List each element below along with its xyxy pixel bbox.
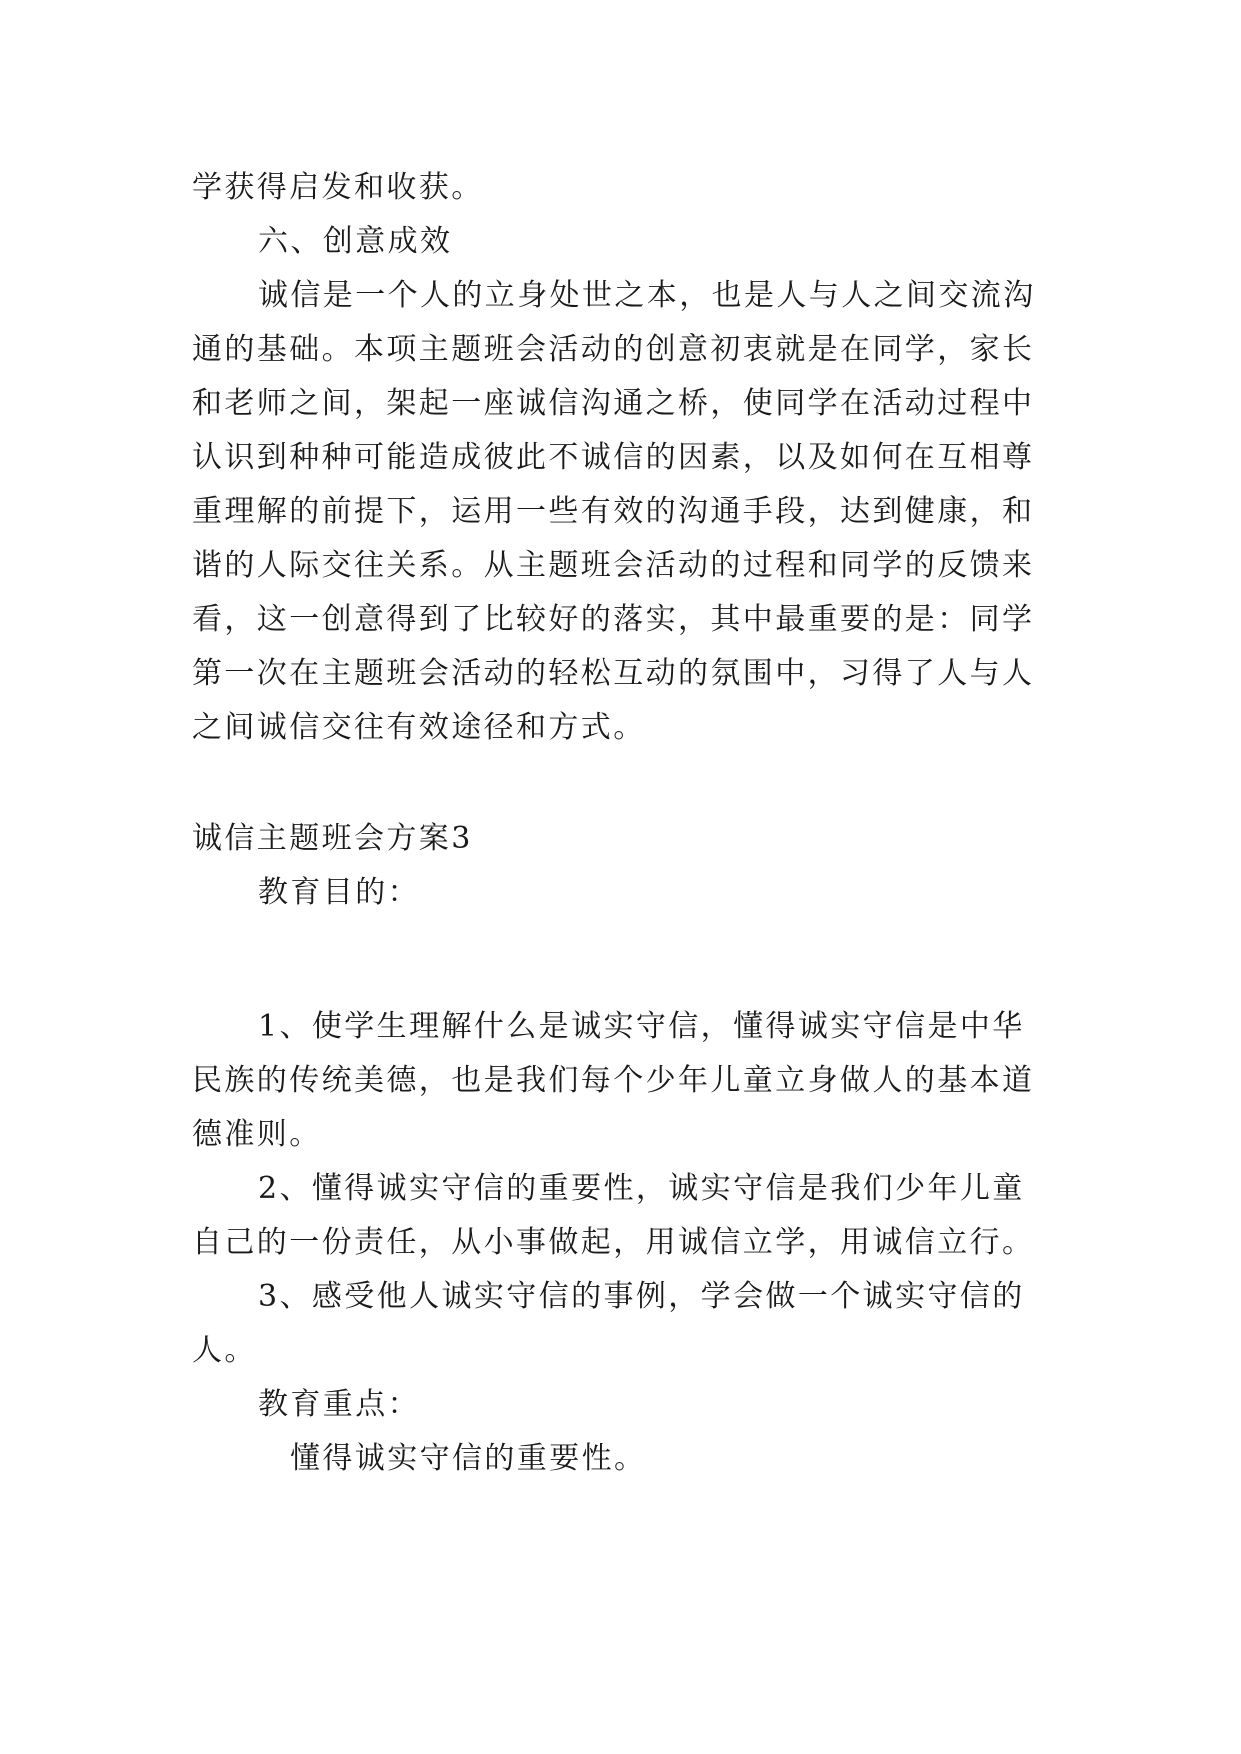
list-item: 2、懂得诚实守信的重要性，诚实守信是我们少年儿童 (258, 1171, 1025, 1206)
text-line: 第一次在主题班会活动的轻松互动的氛围中，习得了人与人 (192, 656, 1035, 691)
text-line: 重理解的前提下，运用一些有效的沟通手段，达到健康，和 (192, 494, 1035, 529)
text-line: 德准则。 (192, 1117, 322, 1152)
text-line: 看，这一创意得到了比较好的落实，其中最重要的是：同学 (192, 602, 1035, 637)
text-line: 通的基础。本项主题班会活动的创意初衷就是在同学，家长 (192, 332, 1035, 367)
text-line: 和老师之间，架起一座诚信沟通之桥，使同学在活动过程中 (192, 386, 1035, 421)
document-title: 诚信主题班会方案3 (192, 821, 473, 856)
text-line: 民族的传统美德，也是我们每个少年儿童立身做人的基本道 (192, 1063, 1035, 1098)
list-item: 3、感受他人诚实守信的事例，学会做一个诚实守信的 (258, 1279, 1025, 1314)
section-heading: 教育重点： (258, 1387, 420, 1422)
text-line: 谐的人际交往关系。从主题班会活动的过程和同学的反馈来 (192, 548, 1035, 583)
section-heading: 教育目的： (258, 875, 420, 910)
text-line: 认识到种种可能造成彼此不诚信的因素，以及如何在互相尊 (192, 440, 1035, 475)
text-line: 学获得启发和收获。 (192, 170, 484, 205)
text-line: 懂得诚实守信的重要性。 (290, 1441, 647, 1476)
section-heading: 六、创意成效 (258, 224, 453, 259)
text-line: 人。 (192, 1333, 257, 1368)
text-line: 诚信是一个人的立身处世之本，也是人与人之间交流沟 (258, 278, 1036, 313)
text-line: 之间诚信交往有效途径和方式。 (192, 710, 646, 745)
list-item: 1、使学生理解什么是诚实守信，懂得诚实守信是中华 (258, 1009, 1025, 1044)
text-line: 自己的一份责任，从小事做起，用诚信立学，用诚信立行。 (192, 1225, 1035, 1260)
